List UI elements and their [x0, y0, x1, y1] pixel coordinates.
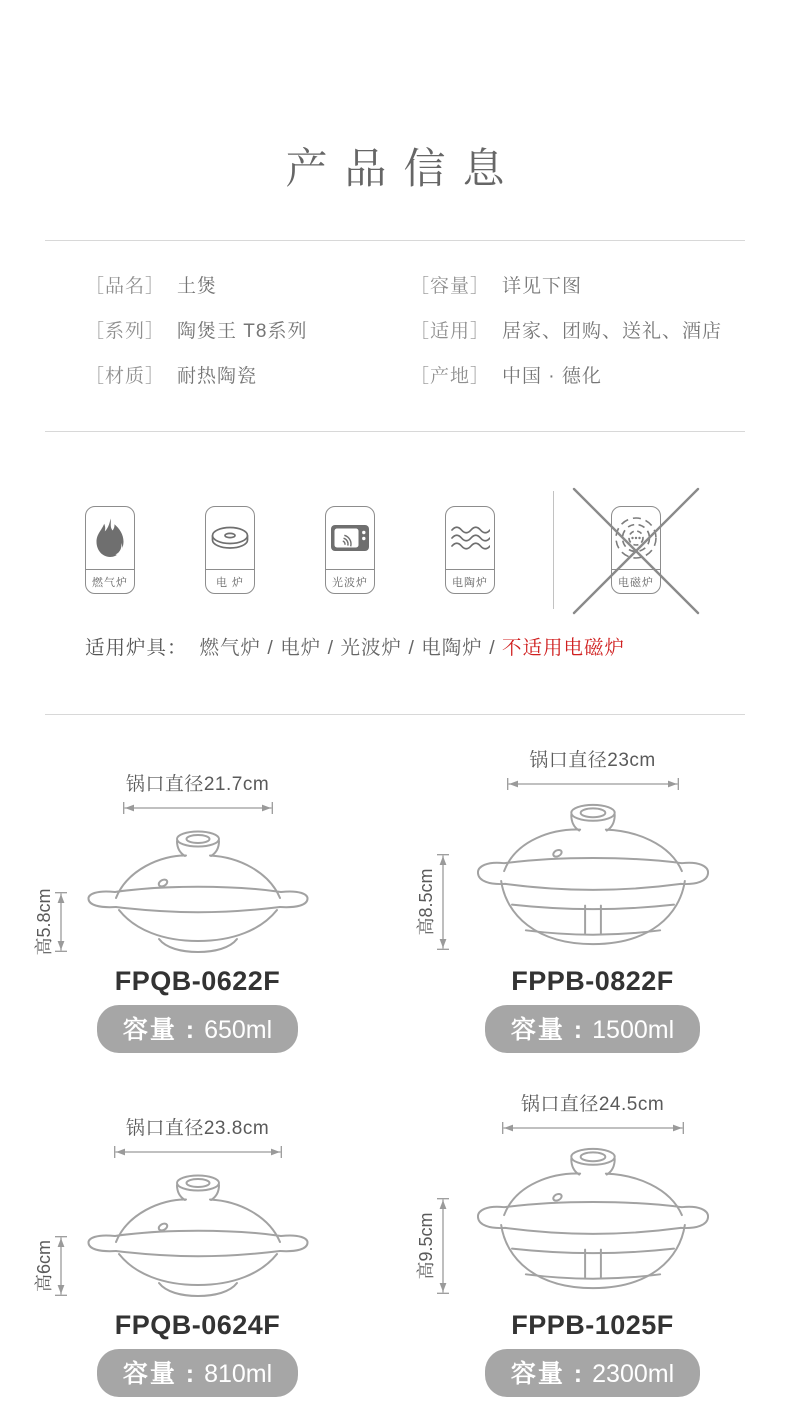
attribute-label: ［品名］	[85, 276, 166, 297]
attribute-origin	[410, 365, 790, 389]
capacity-badge	[485, 1349, 700, 1397]
capacity-badge	[97, 1349, 298, 1397]
product-card	[33, 1113, 313, 1397]
pot-diagram-area	[415, 1142, 713, 1300]
model-number: FPQB-0624F	[114, 1310, 281, 1340]
attribute-value: 居家、团购、送礼、酒店	[502, 321, 723, 342]
attribute-capacity	[410, 275, 790, 299]
stove-card-label: 电磁炉	[612, 569, 660, 593]
deep-pot-diagram	[473, 798, 713, 956]
height-arrow	[55, 892, 67, 952]
stove-card-radiant	[445, 506, 495, 594]
height-measure	[413, 1198, 449, 1294]
capacity-badge	[97, 1005, 298, 1053]
divider-line	[45, 240, 745, 241]
product-card	[415, 745, 713, 1053]
stove-card-electric	[205, 506, 255, 594]
caption-unsupported-text: 不适用电磁炉	[502, 637, 626, 659]
stove-card-label: 光波炉	[326, 569, 374, 593]
attribute-label: ［容量］	[410, 276, 491, 297]
attribute-value: 土煲	[177, 276, 218, 297]
capacity-label: 容量 :	[510, 1016, 585, 1044]
vertical-divider	[553, 491, 554, 609]
pot-diagram-area	[415, 798, 713, 956]
attribute-label: ［适用］	[410, 321, 491, 342]
product-card	[33, 769, 313, 1053]
capacity-badge	[485, 1005, 700, 1053]
electric-hotplate-icon	[206, 507, 254, 569]
height-measure	[413, 854, 449, 950]
cross-out-x-icon	[571, 486, 701, 616]
stove-compatibility-row	[85, 490, 790, 610]
radiant-coil-icon	[446, 507, 494, 569]
height-arrow	[437, 1198, 449, 1294]
capacity-value: 810ml	[204, 1360, 273, 1388]
attribute-label: ［系列］	[85, 321, 166, 342]
attribute-value: 详见下图	[502, 276, 583, 297]
caption-supported-list: 燃气炉 / 电炉 / 光波炉 / 电陶炉 /	[199, 637, 496, 659]
stove-card-label: 燃气炉	[86, 569, 134, 593]
height-label: 高5.8cm	[33, 888, 54, 956]
attribute-value: 陶煲王 T8系列	[177, 321, 308, 342]
stove-card-label: 电陶炉	[446, 569, 494, 593]
capacity-value: 2300ml	[592, 1360, 675, 1388]
shallow-pot-diagram	[83, 822, 313, 956]
stove-card-label: 电 炉	[206, 569, 254, 593]
attribute-usage	[410, 320, 790, 344]
divider-line	[45, 714, 745, 715]
diameter-label: 锅口直径24.5cm	[520, 1094, 665, 1115]
height-measure	[31, 888, 67, 956]
height-label: 高8.5cm	[415, 868, 436, 936]
page-title: 产品信息	[285, 145, 522, 192]
gas-flame-icon	[86, 507, 134, 569]
attribute-label: ［材质］	[85, 366, 166, 387]
model-number: FPPB-0822F	[511, 966, 674, 996]
stove-compatibility-caption	[85, 632, 790, 660]
model-number: FPPB-1025F	[511, 1310, 674, 1340]
attribute-label: ［产地］	[410, 366, 491, 387]
height-measure	[31, 1236, 67, 1296]
capacity-label: 容量 :	[122, 1016, 197, 1044]
stove-card-gas	[85, 506, 135, 594]
height-arrow	[437, 854, 449, 950]
caption-prefix: 适用炉具：	[85, 637, 188, 659]
attribute-series	[85, 320, 410, 344]
stove-card-light-wave	[325, 506, 375, 594]
height-label: 高6cm	[33, 1239, 54, 1293]
attribute-value: 中国 · 德化	[502, 366, 602, 387]
diameter-arrow	[123, 802, 273, 814]
diameter-label: 锅口直径21.7cm	[125, 774, 270, 795]
model-number: FPQB-0622F	[114, 966, 281, 996]
product-card	[415, 1089, 713, 1397]
deep-pot-diagram	[473, 1142, 713, 1300]
divider-line	[45, 431, 745, 432]
product-spec-grid	[0, 745, 790, 1427]
pot-diagram-area	[33, 822, 313, 956]
capacity-label: 容量 :	[122, 1360, 197, 1388]
light-wave-oven-icon	[326, 507, 374, 569]
shallow-pot-diagram	[83, 1166, 313, 1300]
diameter-arrow	[507, 778, 679, 790]
pot-diagram-area	[33, 1166, 313, 1300]
stove-card-induction-crossed	[611, 506, 661, 594]
diameter-label: 锅口直径23.8cm	[125, 1118, 270, 1139]
height-label: 高9.5cm	[415, 1212, 436, 1280]
product-attributes	[85, 275, 790, 389]
diameter-label: 锅口直径23cm	[529, 750, 656, 771]
capacity-value: 1500ml	[592, 1016, 675, 1044]
diameter-arrow	[114, 1146, 282, 1158]
capacity-value: 650ml	[204, 1016, 273, 1044]
capacity-label: 容量 :	[510, 1360, 585, 1388]
attribute-material	[85, 365, 410, 389]
attribute-name	[85, 275, 410, 299]
attribute-value: 耐热陶瓷	[177, 366, 258, 387]
diameter-arrow	[502, 1122, 684, 1134]
height-arrow	[55, 1236, 67, 1296]
